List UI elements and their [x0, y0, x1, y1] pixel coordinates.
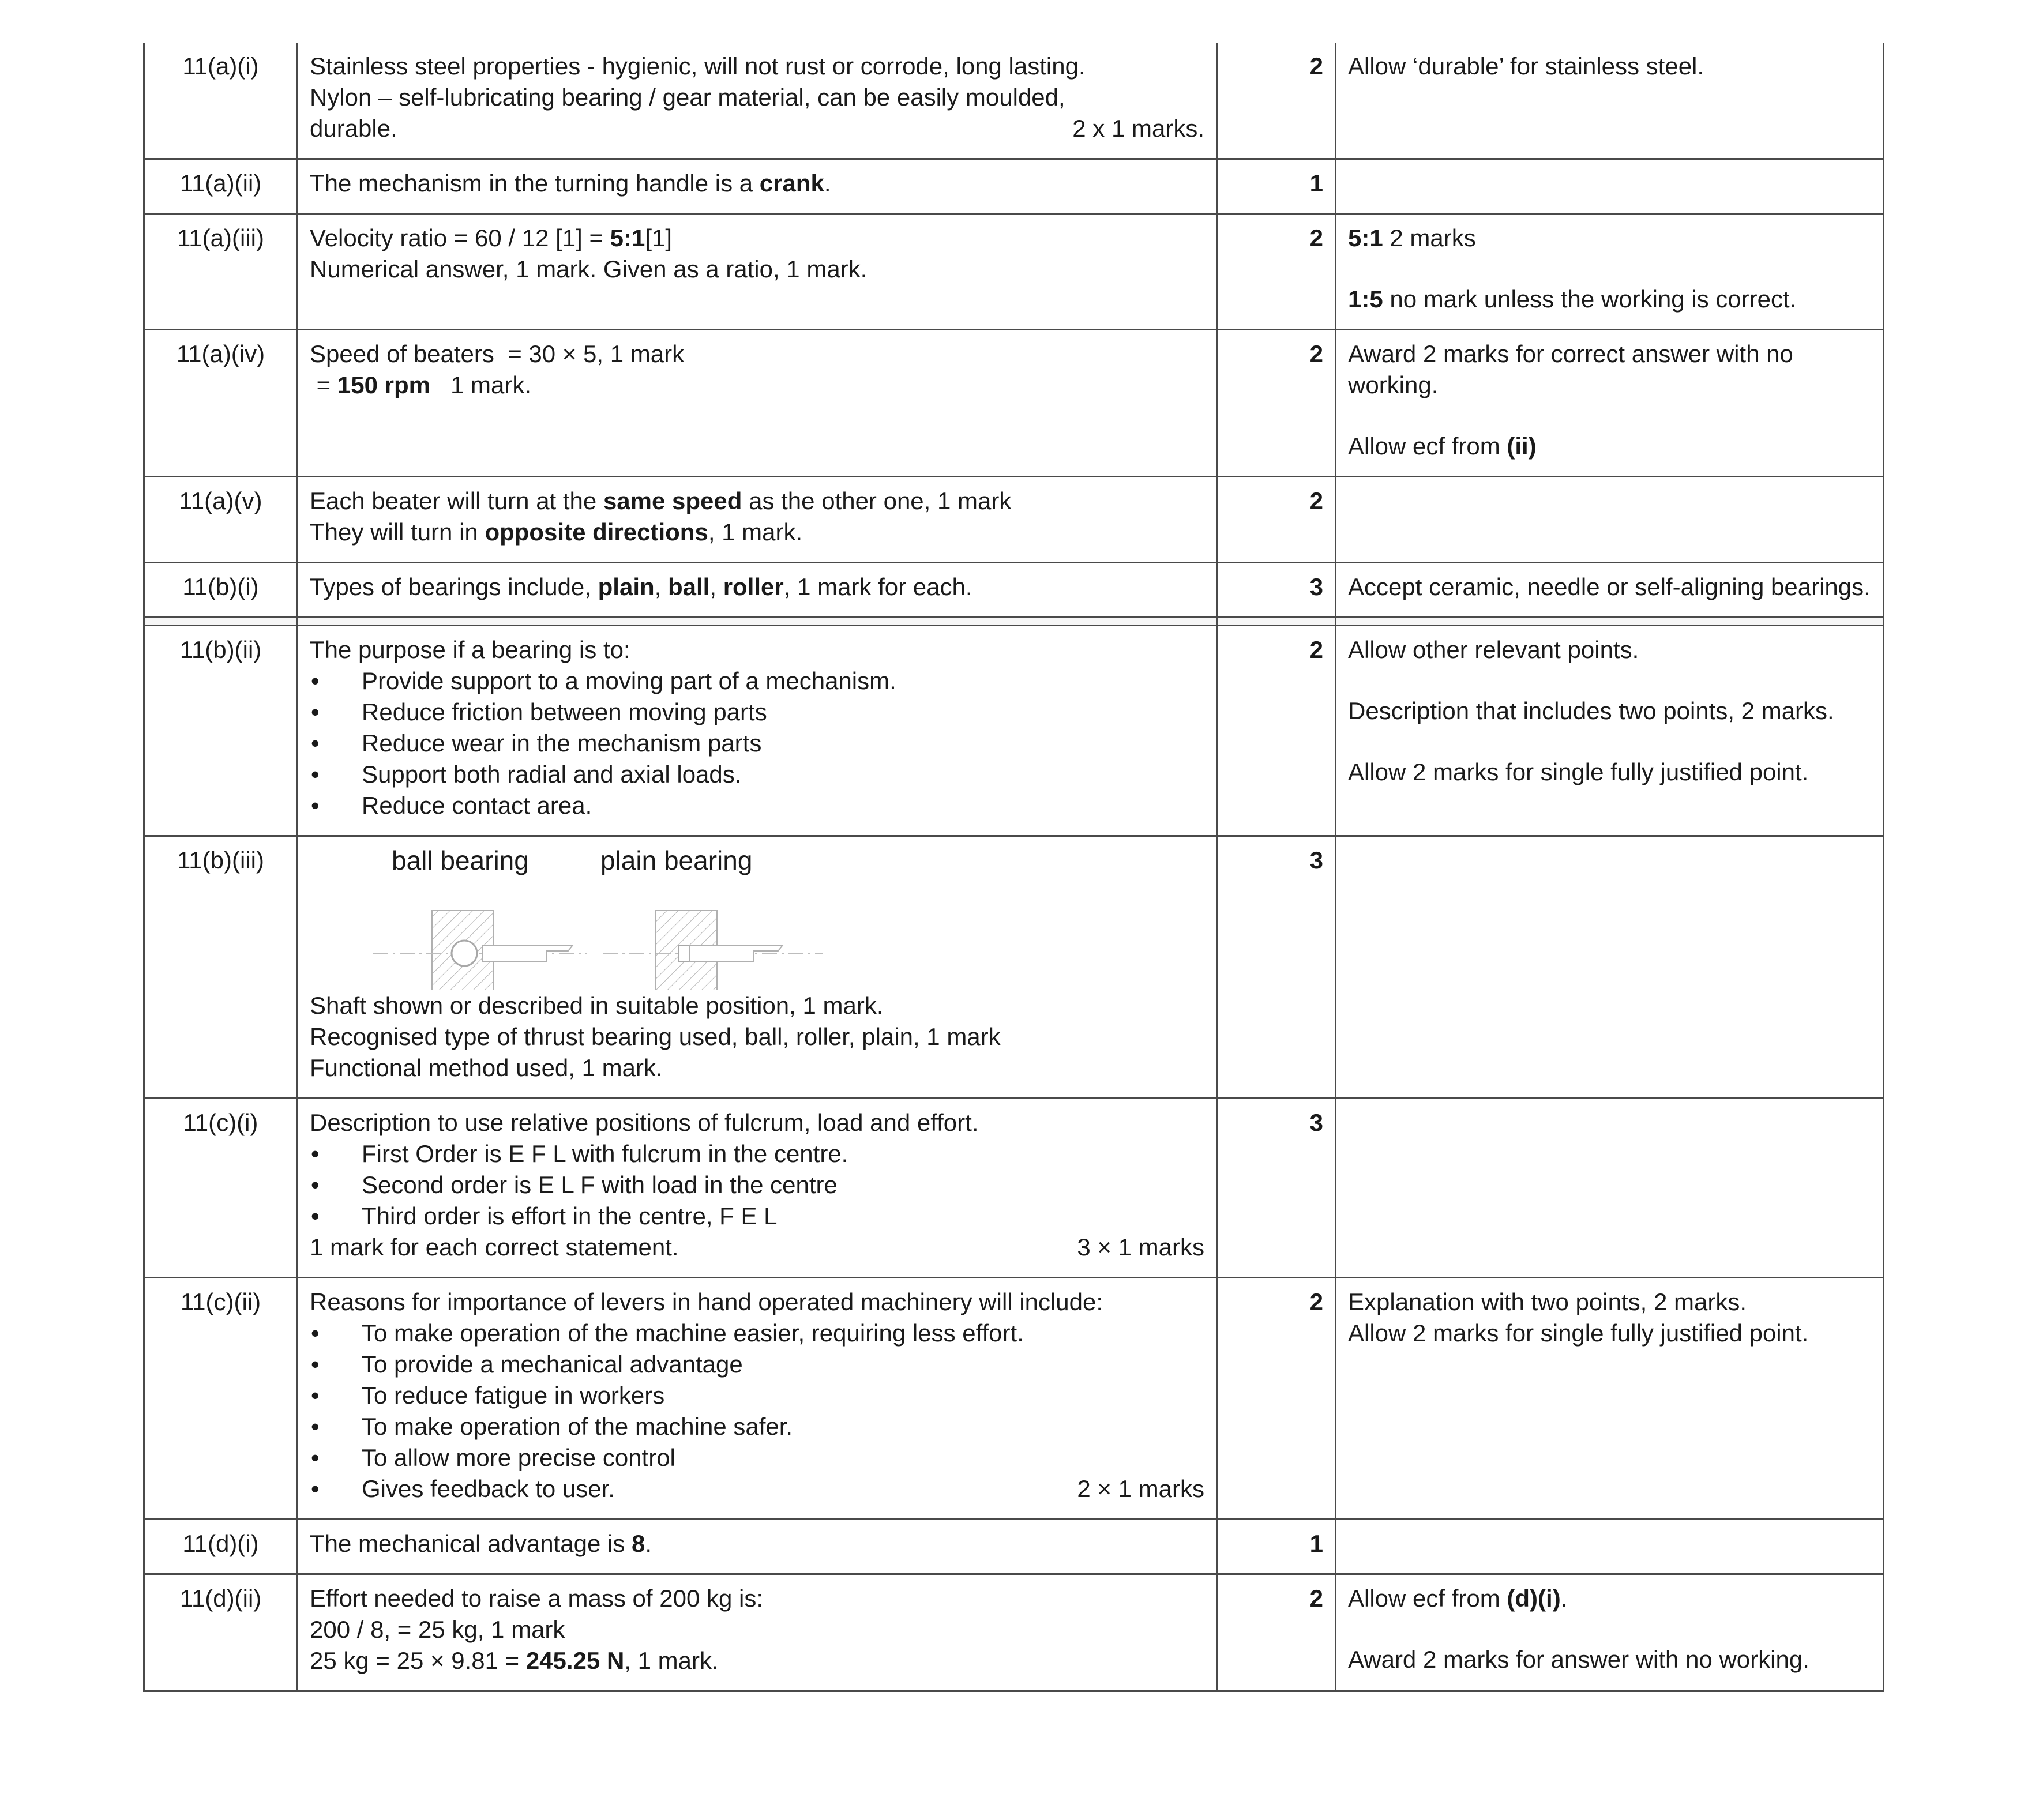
answer-key-term: ball [668, 573, 710, 600]
table-row [144, 214, 1884, 330]
answer-key-term: same speed [603, 487, 742, 514]
bullet-text: Support both radial and axial loads. [362, 761, 742, 788]
bullet-text: To reduce fatigue in workers [362, 1382, 665, 1409]
bullet-text: To allow more precise control [362, 1444, 675, 1471]
guidance-key-term: 1:5 [1348, 285, 1383, 313]
guidance-cell [1336, 563, 1884, 618]
answer-text: , 1 mark for each. [783, 573, 972, 600]
marks-cell: 2 [1217, 1278, 1336, 1520]
answer-text: durable. [310, 115, 397, 142]
answer-text: , [709, 573, 723, 600]
answer-line: Effort needed to raise a mass of 200 kg is: [310, 1585, 764, 1612]
answer-text: The mechanism in the turning handle is a [310, 170, 760, 197]
marks-cell: 3 [1217, 1099, 1336, 1278]
table-row [144, 1278, 1884, 1520]
marks-breakdown: 3 × 1 marks [1077, 1234, 1204, 1261]
bullet-icon: • [311, 1140, 320, 1167]
question-number: 11(b)(iii) [144, 836, 298, 1099]
guidance-text: Allow 2 marks for single fully justified point. [1348, 758, 1809, 785]
marks-breakdown: 2 x 1 marks. [1072, 115, 1204, 142]
table-row [144, 1099, 1884, 1278]
guidance-cell [1336, 1520, 1884, 1574]
answer-cell [298, 1278, 1217, 1520]
question-number: 11(a)(iii) [144, 214, 298, 330]
marks-cell: 2 [1217, 626, 1336, 836]
guidance-cell [1336, 330, 1884, 477]
table-row [144, 836, 1884, 1099]
bullet-icon: • [311, 1475, 320, 1502]
answer-cell [298, 563, 1217, 618]
marks-cell: 1 [1217, 1520, 1336, 1574]
table-row [144, 1520, 1884, 1574]
answer-text: , 1 mark. [624, 1647, 719, 1674]
marks-cell: 3 [1217, 836, 1336, 1099]
marks-cell: 2 [1217, 43, 1336, 159]
guidance-text: Accept ceramic, needle or self-aligning bearings. [1348, 573, 1871, 600]
bullet-icon: • [311, 1351, 320, 1378]
answer-line: Stainless steel properties - hygienic, will not rust or corrode, long lasting. [310, 52, 1086, 80]
guidance-key-term: (ii) [1507, 433, 1537, 460]
answer-text: . [824, 170, 831, 197]
thrust-washer-icon [679, 945, 689, 961]
answer-line [310, 1528, 1204, 1559]
bullet-text: Reduce wear in the mechanism parts [362, 729, 762, 757]
answer-line: The purpose if a bearing is to: [310, 636, 630, 663]
answer-text: . [645, 1530, 652, 1557]
bullet-item [310, 1411, 1204, 1442]
answer-line [310, 1232, 1204, 1263]
answer-line [310, 517, 1204, 548]
bullet-item [310, 728, 1204, 759]
guidance-text: Explanation with two points, 2 marks. [1348, 1288, 1747, 1315]
answer-key-term: 8 [632, 1530, 645, 1557]
bullet-icon: • [311, 667, 320, 694]
bullet-item [310, 665, 1204, 697]
answer-key-term: crank [759, 170, 824, 197]
answer-line [310, 1645, 1204, 1676]
bullet-item [310, 790, 1204, 821]
guidance-key-term: 5:1 [1348, 224, 1383, 251]
guidance-text: Allow ecf from [1348, 1585, 1507, 1612]
guidance-text: Award 2 marks for answer with no working. [1348, 1646, 1809, 1673]
bullet-text: To provide a mechanical advantage [362, 1351, 743, 1378]
answer-text: Types of bearings include, [310, 573, 598, 600]
answer-key-term: 150 rpm [337, 371, 430, 398]
ball-bearing-label: ball bearing [392, 845, 529, 875]
bullet-item [310, 697, 1204, 728]
answer-cell [298, 1099, 1217, 1278]
bullet-icon: • [311, 761, 320, 788]
answer-text: as the other one, 1 mark [742, 487, 1012, 514]
table-row [144, 330, 1884, 477]
bullet-text: Reduce contact area. [362, 792, 592, 819]
guidance-text: Allow other relevant points. [1348, 636, 1639, 663]
answer-text: 1 mark. [430, 371, 532, 398]
bullet-item [310, 1318, 1204, 1349]
bullet-icon: • [311, 792, 320, 819]
guidance-cell [1336, 836, 1884, 1099]
guidance-cell [1336, 1574, 1884, 1691]
marks-cell: 2 [1217, 1574, 1336, 1691]
answer-cell [298, 43, 1217, 159]
guidance-text [1348, 223, 1871, 254]
guidance-text: Award 2 marks for correct answer with no working. [1348, 340, 1793, 398]
question-number: 11(b)(ii) [144, 626, 298, 836]
answer-cell [298, 1574, 1217, 1691]
question-number: 11(b)(i) [144, 563, 298, 618]
plain-bearing-sketch [603, 911, 823, 990]
guidance-cell [1336, 214, 1884, 330]
answer-text: , [654, 573, 668, 600]
answer-text: [1] [645, 224, 673, 251]
answer-key-term: roller [723, 573, 784, 600]
guidance-text: Allow ‘durable’ for stainless steel. [1348, 52, 1704, 80]
guidance-text: no mark unless the working is correct. [1383, 285, 1797, 313]
bullet-text: Provide support to a moving part of a mechanism. [362, 667, 896, 694]
answer-line: Numerical answer, 1 mark. Given as a ratio, 1 mark. [310, 255, 868, 283]
bullet-text: Gives feedback to user. [362, 1475, 615, 1502]
table-row [144, 159, 1884, 214]
answer-text: Velocity ratio = 60 / 12 [1] = [310, 224, 610, 251]
bearing-sketch [310, 845, 829, 990]
bullet-text: Reduce friction between moving parts [362, 698, 767, 725]
guidance-cell [1336, 626, 1884, 836]
table-row [144, 43, 1884, 159]
answer-line [310, 370, 1204, 401]
guidance-text [1348, 284, 1871, 315]
table-row [144, 1574, 1884, 1691]
answer-key-term: plain [598, 573, 655, 600]
marks-cell: 2 [1217, 477, 1336, 563]
answer-line: Speed of beaters = 30 × 5, 1 mark [310, 340, 685, 367]
answer-text: , 1 mark. [708, 518, 803, 546]
bullet-icon: • [311, 1171, 320, 1198]
answer-cell [298, 626, 1217, 836]
guidance-cell [1336, 1278, 1884, 1520]
guidance-text [1348, 431, 1871, 462]
bullet-icon: • [311, 1382, 320, 1409]
bullet-text: First Order is E F L with fulcrum in the centre. [362, 1140, 848, 1167]
answer-key-term: 5:1 [610, 224, 645, 251]
marks-cell: 1 [1217, 159, 1336, 214]
guidance-key-term: (d)(i) [1507, 1585, 1561, 1612]
bullet-item [310, 1349, 1204, 1380]
question-number: 11(d)(ii) [144, 1574, 298, 1691]
guidance-text: . [1560, 1585, 1568, 1612]
answer-line: Recognised type of thrust bearing used, ball, roller, plain, 1 mark [310, 1023, 1001, 1050]
marks-cell: 2 [1217, 330, 1336, 477]
answer-line: Reasons for importance of levers in hand operated machinery will include: [310, 1288, 1103, 1315]
ball-bearing-sketch [373, 911, 587, 990]
answer-line [310, 113, 1204, 144]
guidance-text: Description that includes two points, 2 marks. [1348, 697, 1834, 724]
answer-line: Description to use relative positions of fulcrum, load and effort. [310, 1109, 979, 1136]
answer-text: = [310, 371, 337, 398]
table-row [144, 563, 1884, 618]
bullet-icon: • [311, 1413, 320, 1440]
marks-breakdown: 2 × 1 marks [1077, 1475, 1204, 1502]
answer-line: Functional method used, 1 mark. [310, 1054, 663, 1081]
question-number: 11(d)(i) [144, 1520, 298, 1574]
bullet-icon: • [311, 1444, 320, 1471]
guidance-cell [1336, 477, 1884, 563]
thrust-bearing-diagram [310, 845, 1204, 990]
guidance-cell [1336, 159, 1884, 214]
guidance-cell [1336, 1099, 1884, 1278]
mark-scheme-table [143, 43, 1884, 1692]
answer-key-term: 245.25 N [525, 1647, 625, 1674]
plain-bearing-label: plain bearing [600, 845, 753, 875]
bullet-text: Third order is effort in the centre, F E L [362, 1202, 778, 1229]
answer-line: 200 / 8, = 25 kg, 1 mark [310, 1616, 565, 1643]
table-row [144, 477, 1884, 563]
bullet-icon: • [311, 698, 320, 725]
bullet-item [310, 1170, 1204, 1201]
question-number: 11(a)(v) [144, 477, 298, 563]
answer-line: Shaft shown or described in suitable position, 1 mark. [310, 992, 884, 1019]
question-number: 11(a)(iv) [144, 330, 298, 477]
question-number: 11(a)(i) [144, 43, 298, 159]
guidance-text: Allow ecf from [1348, 433, 1507, 460]
bullet-text: To make operation of the machine safer. [362, 1413, 793, 1440]
answer-key-term: opposite directions [485, 518, 708, 546]
page-break-divider [144, 618, 1884, 626]
question-number: 11(c)(i) [144, 1099, 298, 1278]
answer-line [310, 486, 1204, 517]
guidance-text: 2 marks [1383, 224, 1476, 251]
guidance-cell [1336, 43, 1884, 159]
table-row [144, 626, 1884, 836]
bullet-item [310, 1442, 1204, 1473]
bullet-text: Second order is E L F with load in the centre [362, 1171, 838, 1198]
answer-text: 1 mark for each correct statement. [310, 1234, 679, 1261]
bullet-item [310, 1138, 1204, 1170]
answer-cell [298, 159, 1217, 214]
bullet-item [310, 1201, 1204, 1232]
answer-cell [298, 1520, 1217, 1574]
answer-text: They will turn in [310, 518, 485, 546]
answer-text: The mechanical advantage is [310, 1530, 632, 1557]
marks-cell: 3 [1217, 563, 1336, 618]
bullet-icon: • [311, 1202, 320, 1229]
bullet-item [310, 759, 1204, 790]
answer-line [310, 223, 1204, 254]
bullet-icon: • [311, 1319, 320, 1347]
bullet-text: To make operation of the machine easier, requiring less effort. [362, 1319, 1024, 1347]
question-number: 11(a)(ii) [144, 159, 298, 214]
answer-text: Each beater will turn at the [310, 487, 603, 514]
answer-line [310, 571, 1204, 603]
question-number: 11(c)(ii) [144, 1278, 298, 1520]
answer-cell [298, 477, 1217, 563]
ball-icon [452, 941, 477, 966]
guidance-text [1348, 1583, 1871, 1614]
guidance-text: Allow 2 marks for single fully justified point. [1348, 1319, 1809, 1347]
answer-line: Nylon – self-lubricating bearing / gear material, can be easily moulded, [310, 84, 1065, 111]
answer-cell [298, 330, 1217, 477]
answer-cell [298, 214, 1217, 330]
answer-cell [298, 836, 1217, 1099]
answer-line [310, 168, 1204, 199]
bullet-item [310, 1380, 1204, 1411]
bullet-icon: • [311, 729, 320, 757]
answer-text: 25 kg = 25 × 9.81 = [310, 1647, 526, 1674]
bullet-item [310, 1473, 1204, 1505]
marks-cell: 2 [1217, 214, 1336, 330]
